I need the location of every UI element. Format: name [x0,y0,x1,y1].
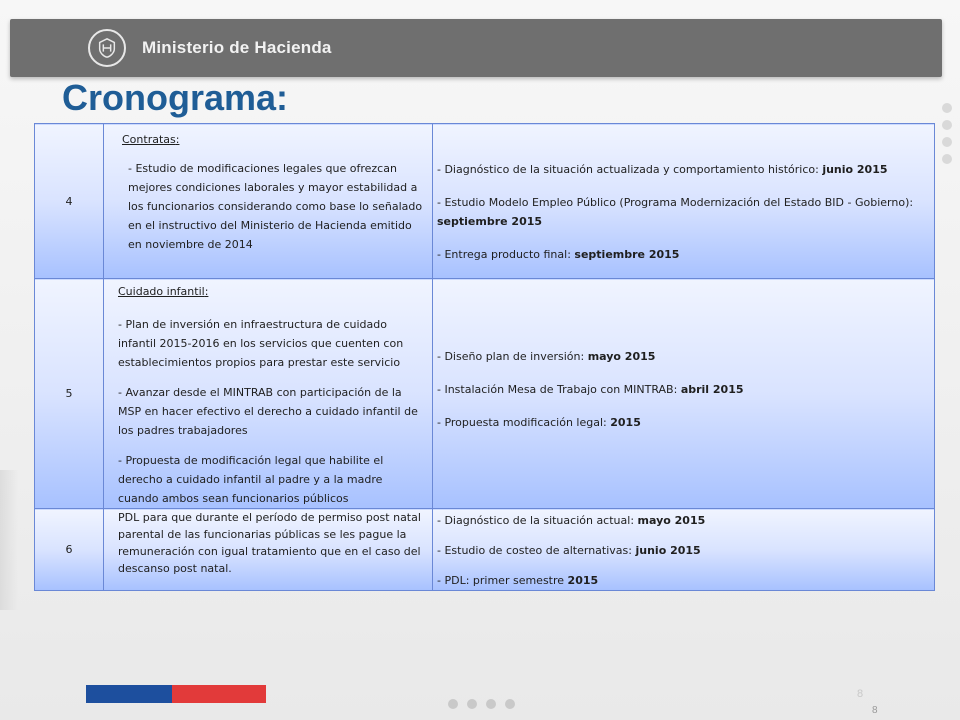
footer-brand-bar [86,685,266,703]
activity-item: PDL para que durante el período de permiso post natal parental de las funcionarias públicas se les pague la remuneración con igual tratamiento que en el caso del descanso post natal. [118,511,421,575]
row-number: 5 [65,387,73,400]
result-item: - Diseño plan de inversión: mayo 2015 [437,350,656,363]
result-item: - Propuesta modificación legal: 2015 [437,416,641,429]
shield-crest-icon [88,29,126,67]
results-cell [433,124,935,279]
header-bar [10,19,942,77]
results-cell [433,509,935,591]
result-item: - PDL: primer semestre 2015 [437,574,599,587]
row-number-cell [35,279,104,509]
activity-cell [104,279,433,509]
left-decoration [0,470,18,610]
footer-blue-segment [86,685,172,703]
decorative-dots-right [942,103,954,171]
result-item: - Diagnóstico de la situación actualizada y comportamiento histórico: junio 2015 [437,163,888,176]
activity-heading: Contratas: [122,133,180,146]
activity-cell [104,124,433,279]
activity-item: - Avanzar desde el MINTRAB con participación de la MSP en hacer efectivo el derecho a cuidado infantil de los padres trabajadores [118,386,418,437]
footer-decorative-dots [448,699,515,709]
activity-item: - Propuesta de modificación legal que habilite el derecho a cuidado infantil al padre y a la madre cuando ambos sean funcionarios públicos [118,454,384,505]
result-item: - Estudio de costeo de alternativas: junio 2015 [437,544,701,557]
row-number-cell [35,124,104,279]
results-cell [433,279,935,509]
activity-item: - Plan de inversión en infraestructura de cuidado infantil 2015-2016 en los servicios que cuenten con establecimientos propios para prestar este servicio [118,318,404,369]
result-item: - Instalación Mesa de Trabajo con MINTRAB: abril 2015 [437,383,744,396]
schedule-table [34,123,935,591]
page-number: 8 [857,688,864,700]
row-number: 6 [65,543,73,556]
activity-cell [104,509,433,591]
page-title: Cronograma: [62,77,289,118]
page-number-small: 8 [872,705,878,716]
row-number: 4 [65,194,73,208]
table-row [35,279,935,509]
activity-heading: Cuidado infantil: [118,285,209,298]
row-number-cell [35,509,104,591]
activity-item: - Estudio de modificaciones legales que ofrezcan mejores condiciones laborales y mayor estabilidad a los funcionarios considerando como base lo señalado en el instructivo del Ministerio de Hacienda emitido en noviembre de 2014 [128,162,423,251]
result-item: - Diagnóstico de la situación actual: mayo 2015 [437,514,706,527]
footer-red-segment [172,685,266,703]
table-row [35,509,935,591]
ministry-name: Ministerio de Hacienda [142,38,332,57]
result-item: - Entrega producto final: septiembre 2015 [437,248,680,261]
table-row [35,124,935,279]
result-item: - Estudio Modelo Empleo Público (Programa Modernización del Estado BID - Gobierno): septiembre 2015 [437,196,914,228]
